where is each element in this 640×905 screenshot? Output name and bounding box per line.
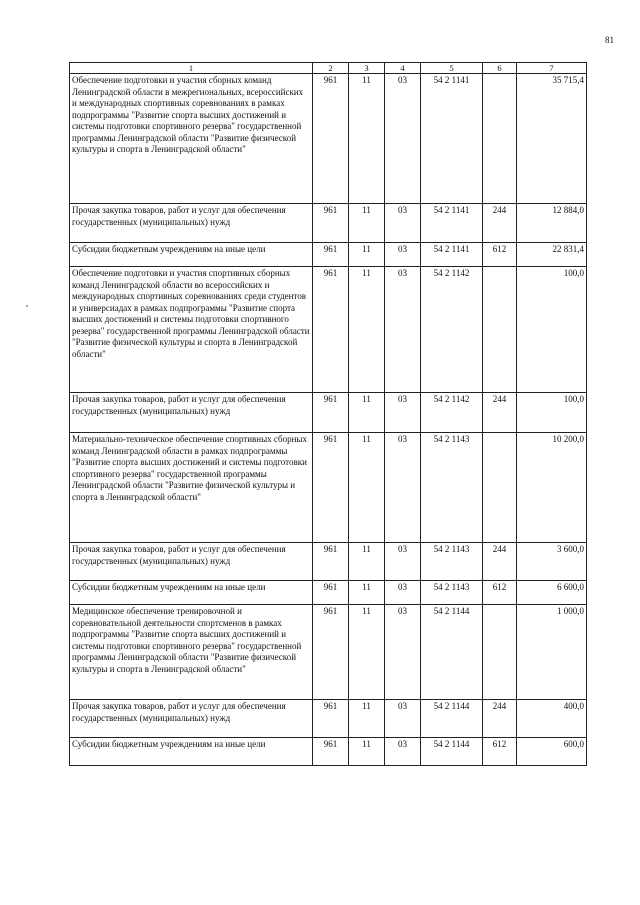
row-csr: 54 2 1142 <box>421 267 483 393</box>
row-amount: 100,0 <box>517 393 587 433</box>
row-grbs: 961 <box>313 267 349 393</box>
row-csr: 54 2 1144 <box>421 738 483 766</box>
row-section: 11 <box>349 543 385 581</box>
header-col-5: 5 <box>421 63 483 74</box>
row-amount: 35 715,4 <box>517 74 587 204</box>
row-csr: 54 2 1141 <box>421 74 483 204</box>
row-section: 11 <box>349 267 385 393</box>
row-section: 11 <box>349 204 385 243</box>
row-name: Обеспечение подготовки и участия сборных команд Ленинградской области в межрегиональных, всероссийских и международных спортивных соревнованиях в рамках подпрограммы "Развитие спорта высших достижений и системы подготовки спортивного резерва" государственной программы Ленинградской области "Развитие физической культуры и спорта в Ленинградской области" <box>70 74 313 204</box>
row-section: 11 <box>349 74 385 204</box>
row-csr: 54 2 1143 <box>421 581 483 605</box>
row-grbs: 961 <box>313 204 349 243</box>
row-name: Прочая закупка товаров, работ и услуг для обеспечения государственных (муниципальных) нужд <box>70 393 313 433</box>
row-grbs: 961 <box>313 738 349 766</box>
row-name: Медицинское обеспечение тренировочной и соревновательной деятельности спортсменов в рамках подпрограммы "Развитие спорта высших достижений и системы подготовки спортивного резерва" государственной программы Ленинградской области "Развитие физической культуры и спорта в Ленинградской области" <box>70 605 313 700</box>
row-name: Субсидии бюджетным учреждениям на иные цели <box>70 581 313 605</box>
row-name: Прочая закупка товаров, работ и услуг для обеспечения государственных (муниципальных) нужд <box>70 543 313 581</box>
row-section: 11 <box>349 243 385 267</box>
table-row <box>70 243 587 267</box>
row-name: Субсидии бюджетным учреждениям на иные цели <box>70 738 313 766</box>
row-amount: 22 831,4 <box>517 243 587 267</box>
row-name: Прочая закупка товаров, работ и услуг для обеспечения государственных (муниципальных) нужд <box>70 204 313 243</box>
row-section: 11 <box>349 605 385 700</box>
row-subsection: 03 <box>385 581 421 605</box>
row-section: 11 <box>349 393 385 433</box>
row-amount: 100,0 <box>517 267 587 393</box>
row-vr: 244 <box>483 393 517 433</box>
row-csr: 54 2 1143 <box>421 543 483 581</box>
row-vr <box>483 433 517 543</box>
table-row <box>70 605 587 700</box>
table-row <box>70 543 587 581</box>
row-csr: 54 2 1141 <box>421 204 483 243</box>
row-amount: 6 600,0 <box>517 581 587 605</box>
header-col-2: 2 <box>313 63 349 74</box>
row-subsection: 03 <box>385 700 421 738</box>
row-section: 11 <box>349 700 385 738</box>
row-name: Обеспечение подготовки и участия спортивных сборных команд Ленинградской области во всероссийских и международных спортивных соревнованиях среди студентов и универсиадах в рамках подпрограммы "Развитие спорта высших достижений и системы подготовки спортивного резерва" государственной программы Ленинградской области "Развитие физической культуры и спорта в Ленинградской области" <box>70 267 313 393</box>
header-col-1: 1 <box>70 63 313 74</box>
row-csr: 54 2 1144 <box>421 605 483 700</box>
row-amount: 400,0 <box>517 700 587 738</box>
table-row <box>70 700 587 738</box>
budget-table <box>69 62 587 766</box>
header-col-4: 4 <box>385 63 421 74</box>
table-row <box>70 581 587 605</box>
row-amount: 600,0 <box>517 738 587 766</box>
row-name: Материально-техническое обеспечение спортивных сборных команд Ленинградской области в рамках подпрограммы "Развитие спорта высших достижений и системы подготовки спортивного резерва" государственной программы Ленинградской области "Развитие физической культуры и спорта в Ленинградской области" <box>70 433 313 543</box>
table-row <box>70 204 587 243</box>
row-amount: 1 000,0 <box>517 605 587 700</box>
row-amount: 10 200,0 <box>517 433 587 543</box>
row-name: Прочая закупка товаров, работ и услуг для обеспечения государственных (муниципальных) нужд <box>70 700 313 738</box>
row-subsection: 03 <box>385 605 421 700</box>
table-row <box>70 74 587 204</box>
row-subsection: 03 <box>385 433 421 543</box>
row-grbs: 961 <box>313 581 349 605</box>
row-vr: 612 <box>483 581 517 605</box>
table-row <box>70 393 587 433</box>
row-vr: 244 <box>483 204 517 243</box>
row-subsection: 03 <box>385 74 421 204</box>
row-csr: 54 2 1141 <box>421 243 483 267</box>
row-csr: 54 2 1143 <box>421 433 483 543</box>
row-section: 11 <box>349 581 385 605</box>
row-vr: 612 <box>483 738 517 766</box>
row-subsection: 03 <box>385 543 421 581</box>
row-amount: 12 884,0 <box>517 204 587 243</box>
header-row <box>70 63 587 74</box>
header-col-6: 6 <box>483 63 517 74</box>
row-grbs: 961 <box>313 74 349 204</box>
row-name: Субсидии бюджетным учреждениям на иные цели <box>70 243 313 267</box>
row-grbs: 961 <box>313 243 349 267</box>
row-subsection: 03 <box>385 393 421 433</box>
table-row <box>70 433 587 543</box>
row-csr: 54 2 1144 <box>421 700 483 738</box>
table-row <box>70 267 587 393</box>
row-subsection: 03 <box>385 267 421 393</box>
row-grbs: 961 <box>313 700 349 738</box>
row-subsection: 03 <box>385 243 421 267</box>
row-csr: 54 2 1142 <box>421 393 483 433</box>
row-subsection: 03 <box>385 738 421 766</box>
row-amount: 3 600,0 <box>517 543 587 581</box>
row-vr <box>483 74 517 204</box>
row-grbs: 961 <box>313 433 349 543</box>
table-row <box>70 738 587 766</box>
row-vr <box>483 267 517 393</box>
row-grbs: 961 <box>313 605 349 700</box>
header-col-3: 3 <box>349 63 385 74</box>
row-vr: 244 <box>483 700 517 738</box>
row-grbs: 961 <box>313 543 349 581</box>
row-grbs: 961 <box>313 393 349 433</box>
row-subsection: 03 <box>385 204 421 243</box>
page-number: 81 <box>605 35 614 45</box>
row-vr <box>483 605 517 700</box>
row-section: 11 <box>349 738 385 766</box>
header-col-7: 7 <box>517 63 587 74</box>
row-vr: 612 <box>483 243 517 267</box>
row-section: 11 <box>349 433 385 543</box>
scan-speck <box>26 305 28 307</box>
row-vr: 244 <box>483 543 517 581</box>
